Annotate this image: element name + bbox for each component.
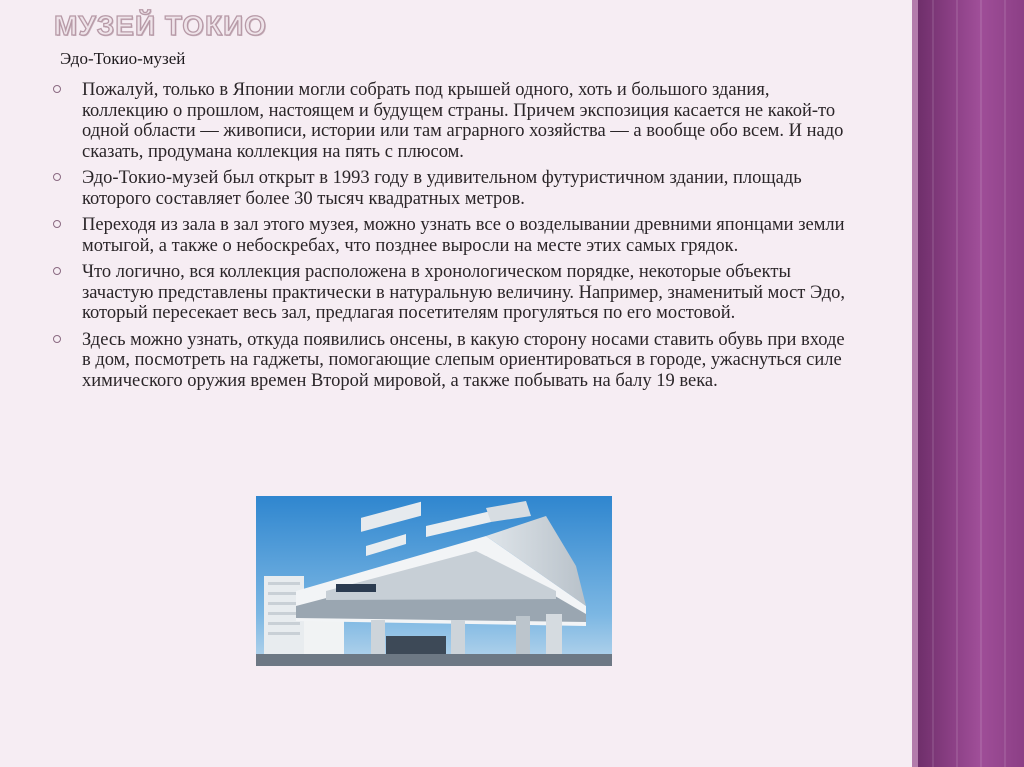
slide-subtitle: Эдо-Токио-музей (60, 49, 186, 68)
bullet-list (48, 80, 848, 397)
bullet-item (48, 262, 848, 324)
circle-bullet-icon (53, 335, 61, 343)
bullet-item (48, 215, 848, 256)
bullet-item (48, 330, 848, 392)
decorative-side-panel (912, 0, 1024, 767)
bullet-text: Что логично, вся коллекция расположена в хронологическом порядке, некоторые объекты зачастую представлены практически в натуральную величину. Например, знаменитый мост Эдо, который пересекает весь зал, предлагая посетителям прогуляться по его мостовой. (82, 262, 846, 323)
bullet-text: Здесь можно узнать, откуда появились онсены, в какую сторону носами ставить обувь при входе в дом, посмотреть на гаджеты, помогающие слепым ориентироваться в городе, ужаснуться силе химического оружия времен Второй мировой, а также побывать на балу 19 века. (82, 329, 845, 391)
bullet-text: Пожалуй, только в Японии могли собрать под крышей одного, хоть и большого здания, коллекцию о прошлом, настоящем и будущем страны. Причем экспозиция касается не какой-то одной области — живописи, истории или там аграрного хозяйства — а вообще обо всем. И надо сказать, продумана коллекция на пять с плюсом. (82, 80, 844, 162)
circle-bullet-icon (53, 267, 61, 275)
slide-title: МУЗЕЙ ТОКИО (54, 10, 268, 41)
museum-building-photo (256, 496, 612, 666)
bullet-text: Переходя из зала в зал этого музея, можно узнать все о возделывании древними японцами земли мотыгой, а также о небоскребах, что позднее выросли на месте этих самых грядок. (82, 215, 845, 256)
circle-bullet-icon (53, 85, 61, 93)
bullet-text: Эдо-Токио-музей был открыт в 1993 году в удивительном футуристичном здании, площадь которого составляет более 30 тысяч квадратных метров. (82, 168, 802, 209)
bullet-item (48, 168, 848, 209)
circle-bullet-icon (53, 220, 61, 228)
circle-bullet-icon (53, 173, 61, 181)
bullet-item (48, 80, 848, 162)
